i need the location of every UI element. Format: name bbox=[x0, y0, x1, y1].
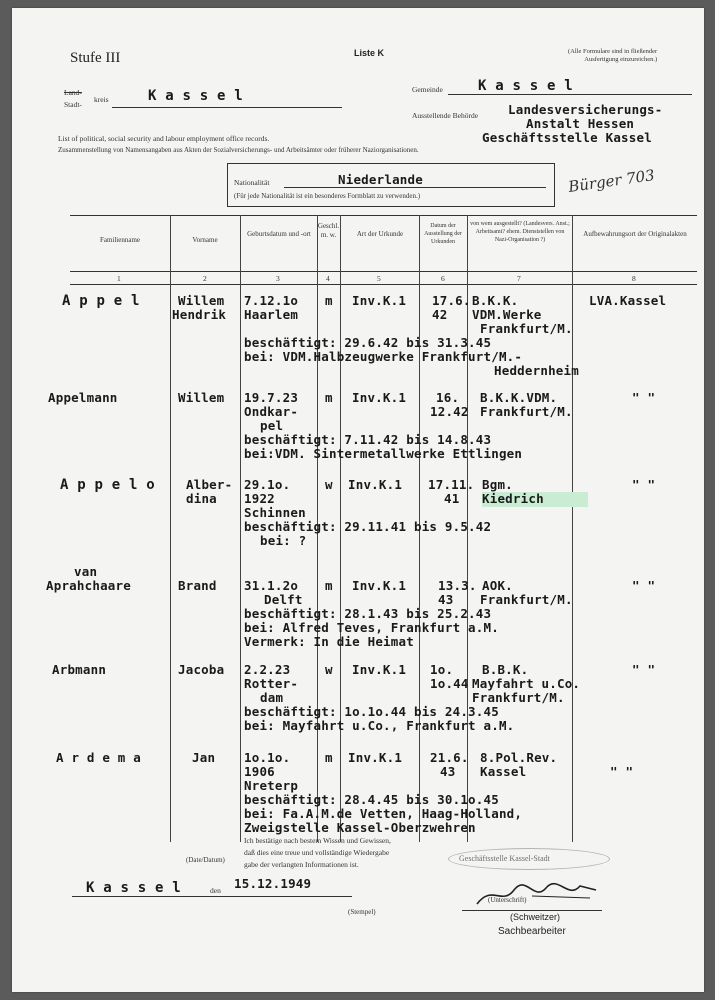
aussteller: B.B.K. bbox=[482, 662, 529, 677]
col-number: 3 bbox=[276, 274, 280, 283]
familienname: Appelmann bbox=[48, 390, 118, 405]
col-number: 1 bbox=[117, 274, 121, 283]
column-divider bbox=[240, 215, 241, 842]
liste-label: Liste K bbox=[354, 48, 385, 58]
beschaeftigung: beschäftigt: 1o.1o.44 bis 24.3.45 bbox=[244, 704, 499, 719]
urkunde-datum: 17.6. bbox=[432, 293, 471, 308]
familienname-prefix: van bbox=[74, 564, 98, 579]
geburtsort: Delft bbox=[264, 592, 303, 607]
stamp-text: Geschäftsstelle Kassel-Stadt bbox=[459, 854, 550, 863]
table-number-rule bbox=[70, 284, 697, 285]
english-description: List of political, social security and labour employment office records. bbox=[58, 134, 270, 143]
nationality-note: (Für jede Nationalität ist ein besonderes Formblatt zu verwenden.) bbox=[234, 192, 421, 200]
kreis-underline bbox=[112, 107, 342, 108]
familienname: A p p e l bbox=[62, 293, 140, 309]
geburtsort: Schinnen bbox=[244, 505, 306, 520]
aussteller: Frankfurt/M. bbox=[480, 592, 573, 607]
geschlecht: m bbox=[325, 390, 333, 405]
geschlecht: w bbox=[325, 477, 333, 492]
urkunde-art: Inv.K.1 bbox=[352, 662, 407, 677]
col-header-art: Art der Urkunde bbox=[356, 230, 404, 238]
geburtsort: Ondkar- bbox=[244, 404, 299, 419]
date-label: (Date/Datum) bbox=[186, 856, 225, 864]
geschlecht: m bbox=[325, 578, 333, 593]
geburtsdatum: 1906 bbox=[244, 764, 275, 779]
aussteller: Frankfurt/M. bbox=[480, 404, 573, 419]
urkunde-datum: 42 bbox=[432, 307, 448, 322]
geburtsort: pel bbox=[260, 418, 284, 433]
col-number: 4 bbox=[326, 274, 330, 283]
geburtsdatum: 31.1.2o bbox=[244, 578, 299, 593]
stempel-label: (Stempel) bbox=[348, 908, 376, 916]
arbeitgeber: bei: Fa.A.M.de Vetten, Haag-Holland, bbox=[244, 806, 523, 821]
behoerde-line2: Anstalt Hessen bbox=[526, 116, 635, 131]
behoerde-line3: Geschäftsstelle Kassel bbox=[482, 130, 652, 145]
den-label: den bbox=[210, 886, 221, 895]
urkunde-art: Inv.K.1 bbox=[352, 390, 407, 405]
familienname: Arbmann bbox=[52, 662, 107, 677]
urkunde-datum: 1o. bbox=[430, 662, 454, 677]
geburtsdatum: 1922 bbox=[244, 491, 275, 506]
aufbewahrungsort-ditto: " " bbox=[632, 662, 656, 677]
aussteller: Frankfurt/M. bbox=[472, 690, 565, 705]
table-header-rule bbox=[70, 271, 697, 272]
formular-note-line: (Alle Formulare sind in fließender bbox=[568, 48, 658, 55]
urkunde-art: Inv.K.1 bbox=[348, 477, 403, 492]
vorname: dina bbox=[186, 491, 217, 506]
col-header-aufbewahrung: Aufbewahrungsort der Originalakten bbox=[583, 230, 687, 238]
formular-note bbox=[568, 48, 657, 64]
nationality-value: Niederlande bbox=[338, 172, 423, 187]
gemeinde-label: Gemeinde bbox=[412, 85, 443, 94]
signature-line bbox=[462, 910, 602, 911]
urkunde-datum: 43 bbox=[438, 592, 454, 607]
col-header-datum: Datum der Ausstellung der Urkunden bbox=[424, 223, 462, 245]
column-divider bbox=[572, 215, 573, 842]
beschaeftigung: beschäftigt: 28.4.45 bis 30.1o.45 bbox=[244, 792, 499, 807]
urkunde-art: Inv.K.1 bbox=[348, 750, 403, 765]
geburtsdatum: 29.1o. bbox=[244, 477, 291, 492]
kreis-label: kreis bbox=[94, 95, 109, 104]
signer-name: (Schweitzer) bbox=[510, 912, 561, 922]
aufbewahrungsort-ditto: " " bbox=[632, 578, 656, 593]
aussteller: Frankfurt/M. bbox=[480, 321, 573, 336]
nationality-label: Nationalität bbox=[234, 178, 270, 187]
col-number: 7 bbox=[517, 274, 521, 283]
urkunde-art: Inv.K.1 bbox=[352, 578, 407, 593]
confirmation-text: gabe der verlangten Informationen ist. bbox=[244, 860, 359, 869]
familienname: A p p e l o bbox=[60, 477, 155, 493]
aufbewahrungsort-ditto: " " bbox=[632, 477, 656, 492]
vorname: Hendrik bbox=[172, 307, 227, 322]
familienname: A r d e m a bbox=[56, 750, 141, 765]
official-stamp bbox=[448, 848, 610, 870]
vorname: Jan bbox=[192, 750, 216, 765]
beschaeftigung: beschäftigt: 29.6.42 bis 31.3.45 bbox=[244, 335, 492, 350]
stufe-label: Stufe III bbox=[70, 50, 121, 66]
geburtsdatum: 7.12.1o bbox=[244, 293, 299, 308]
kreis-value: K a s s e l bbox=[148, 88, 243, 104]
vorname: Jacoba bbox=[178, 662, 225, 677]
beschaeftigung: beschäftigt: 28.1.43 bis 25.2.43 bbox=[244, 606, 492, 621]
urkunde-datum: 12.42 bbox=[430, 404, 469, 419]
urkunde-datum: 17.11. bbox=[428, 477, 475, 492]
arbeitgeber: bei: Alfred Teves, Frankfurt a.M. bbox=[244, 620, 499, 635]
confirmation-text: daß dies eine treue und vollständige Wiedergabe bbox=[244, 848, 390, 857]
nationality-underline bbox=[284, 187, 546, 188]
aufbewahrungsort-ditto: " " bbox=[632, 390, 656, 405]
arbeitgeber: Zweigstelle Kassel-Oberzwehren bbox=[244, 820, 476, 835]
aussteller: Bgm. bbox=[482, 477, 513, 492]
col-header-geschlecht: Geschl. m. w. bbox=[317, 222, 340, 239]
aussteller: VDM.Werke bbox=[472, 307, 542, 322]
vorname: Brand bbox=[178, 578, 217, 593]
aussteller: AOK. bbox=[482, 578, 513, 593]
col-header-von-wem: von wem ausgestellt? (Landesvers. Anst.; Arbeitsamt? ehem. Dienststellen von Nazi-Organisation ?) bbox=[470, 221, 570, 243]
aussteller: B.K.K. bbox=[472, 293, 519, 308]
aussteller: Mayfahrt u.Co. bbox=[472, 676, 581, 691]
geburtsort: Haarlem bbox=[244, 307, 299, 322]
vorname: Alber- bbox=[186, 477, 233, 492]
arbeitgeber: bei: ? bbox=[260, 533, 307, 548]
geburtsort: Rotter- bbox=[244, 676, 299, 691]
aufbewahrungsort-ditto: " " bbox=[610, 764, 634, 779]
arbeitgeber: Heddernheim bbox=[494, 363, 579, 378]
urkunde-datum: 13.3. bbox=[438, 578, 477, 593]
col-header-vorname: Vorname bbox=[192, 236, 218, 244]
kreis-prefix-land: Land- bbox=[64, 88, 82, 97]
aussteller: Kiedrich bbox=[482, 491, 544, 506]
col-number: 8 bbox=[632, 274, 636, 283]
signer-role: Sachbearbeiter bbox=[498, 926, 566, 937]
aussteller: Kassel bbox=[480, 764, 527, 779]
geburtsort: Nreterp bbox=[244, 778, 299, 793]
col-number: 2 bbox=[203, 274, 207, 283]
gemeinde-value: K a s s e l bbox=[478, 78, 573, 94]
urkunde-datum: 43 bbox=[440, 764, 456, 779]
urkunde-datum: 16. bbox=[436, 390, 460, 405]
arbeitgeber: bei: VDM.Halbzeugwerke Frankfurt/M.- bbox=[244, 349, 523, 364]
signature bbox=[472, 876, 602, 912]
nationality-box bbox=[227, 163, 555, 207]
column-divider bbox=[170, 215, 171, 842]
beschaeftigung: beschäftigt: 7.11.42 bis 14.8.43 bbox=[244, 432, 492, 447]
geburtsort: dam bbox=[260, 690, 284, 705]
unterschrift-label: (Unterschrift) bbox=[488, 896, 527, 904]
col-number: 6 bbox=[441, 274, 445, 283]
geschlecht: m bbox=[325, 293, 333, 308]
beschaeftigung: beschäftigt: 29.11.41 bis 9.5.42 bbox=[244, 519, 492, 534]
urkunde-datum: 41 bbox=[444, 491, 460, 506]
behoerde-line1: Landesversicherungs- bbox=[508, 102, 663, 117]
gemeinde-underline bbox=[448, 94, 692, 95]
geburtsdatum: 19.7.23 bbox=[244, 390, 299, 405]
document-sheet bbox=[12, 8, 704, 992]
arbeitgeber: bei: Mayfahrt u.Co., Frankfurt a.M. bbox=[244, 718, 515, 733]
vorname: Willem bbox=[178, 390, 225, 405]
behoerde-label: Ausstellende Behörde bbox=[412, 111, 479, 120]
geburtsdatum: 1o.1o. bbox=[244, 750, 291, 765]
geschlecht: m bbox=[325, 750, 333, 765]
place: K a s s e l bbox=[86, 880, 181, 896]
aufbewahrungsort: LVA.Kassel bbox=[589, 293, 667, 308]
date-value: 15.12.1949 bbox=[234, 876, 312, 891]
table-top-rule bbox=[70, 215, 697, 216]
col-header-geburtsdatum: Geburtsdatum und -ort bbox=[247, 230, 311, 238]
kreis-prefix-stadt: Stadt- bbox=[64, 100, 82, 109]
german-description: Zusammenstellung von Namensangaben aus Akten der Sozialversicherungs- und Arbeitsämter oder früherer Naziorganisationen. bbox=[58, 146, 419, 154]
handwritten-note: Bürger 703 bbox=[567, 166, 656, 196]
formular-note-line: Ausfertigung einzureichen.) bbox=[584, 56, 658, 63]
col-number: 5 bbox=[377, 274, 381, 283]
urkunde-datum: 21.6. bbox=[430, 750, 469, 765]
aussteller: B.K.K.VDM. bbox=[480, 390, 558, 405]
vermerk: Vermerk: In die Heimat bbox=[244, 634, 414, 649]
date-underline bbox=[72, 896, 352, 897]
urkunde-art: Inv.K.1 bbox=[352, 293, 407, 308]
arbeitgeber: bei:VDM. Sintermetallwerke Ettlingen bbox=[244, 446, 523, 461]
familienname: Aprahchaare bbox=[46, 578, 131, 593]
geschlecht: w bbox=[325, 662, 333, 677]
confirmation-text: Ich bestätige nach bestem Wissen und Gewissen, bbox=[244, 836, 391, 845]
col-header-familienname: Familienname bbox=[99, 236, 141, 244]
urkunde-datum: 1o.44 bbox=[430, 676, 469, 691]
aussteller: 8.Pol.Rev. bbox=[480, 750, 558, 765]
vorname: Willem bbox=[178, 293, 225, 308]
geburtsdatum: 2.2.23 bbox=[244, 662, 291, 677]
